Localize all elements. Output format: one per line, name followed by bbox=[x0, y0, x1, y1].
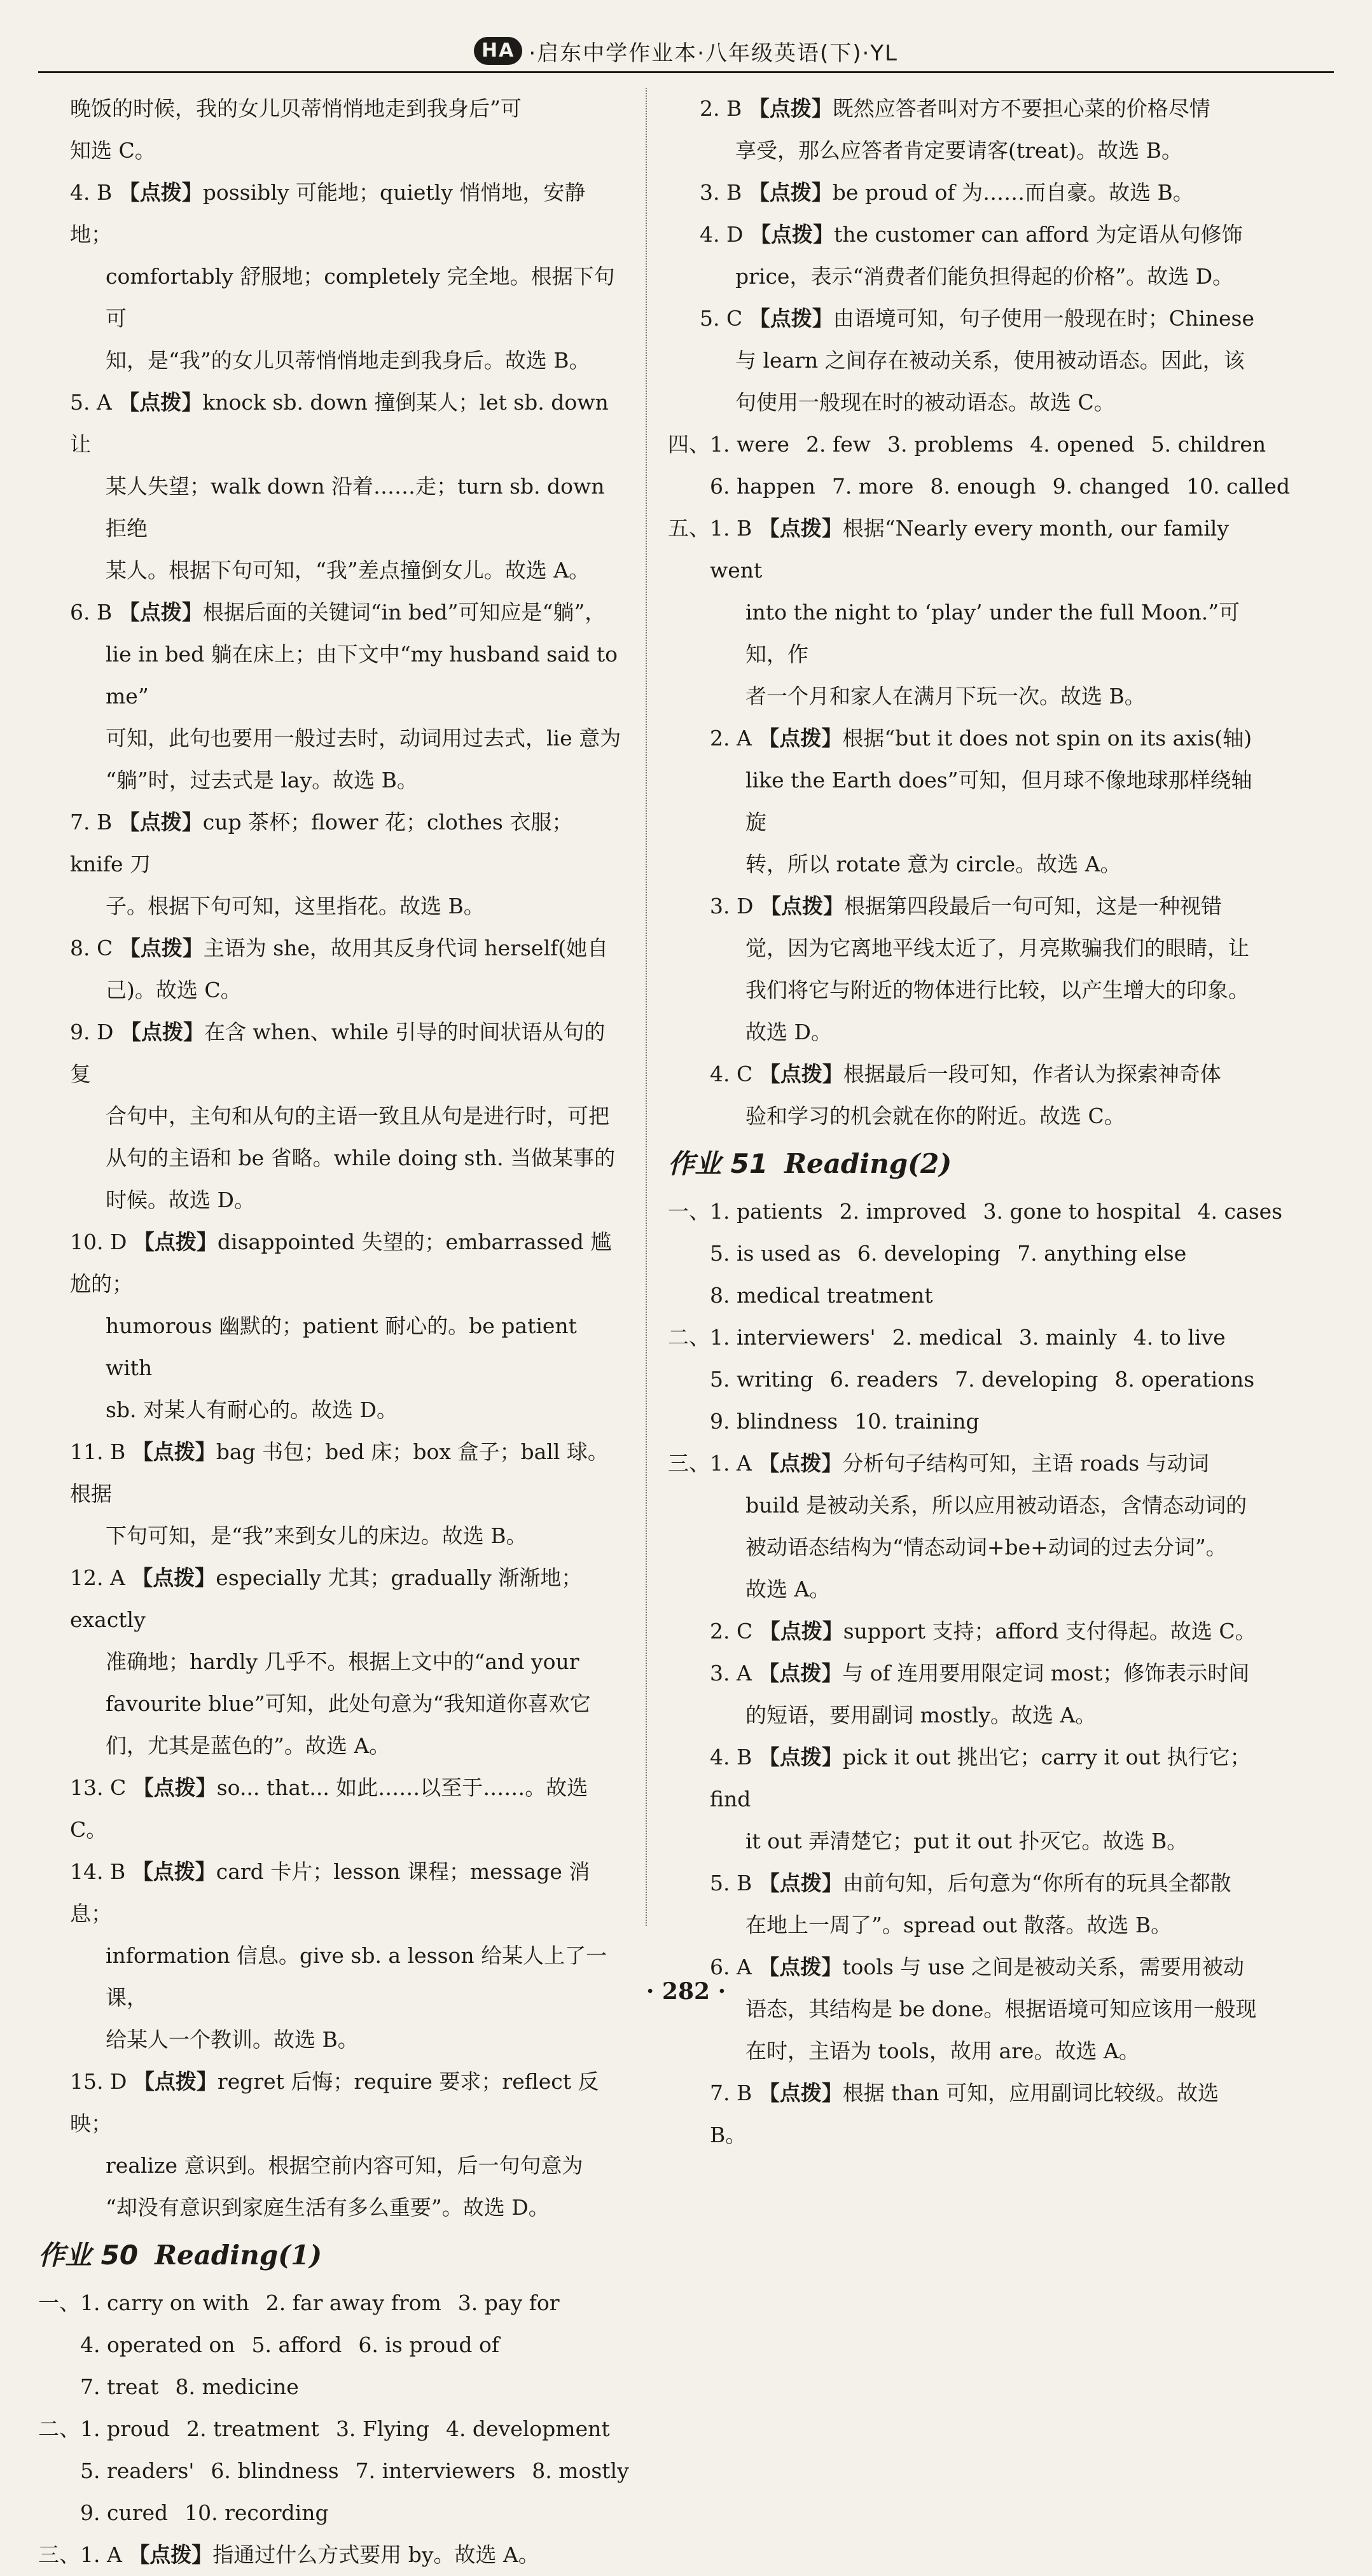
fill-answer: 3. problems bbox=[887, 432, 1014, 457]
left-column bbox=[38, 88, 629, 2576]
item-text: 时候。故选 D。 bbox=[106, 1188, 255, 1212]
item-number: 14. B bbox=[70, 1859, 132, 1884]
hint-label: 【点拨】 bbox=[132, 1439, 216, 1464]
hint-label: 【点拨】 bbox=[758, 1745, 843, 1769]
hint-label: 【点拨】 bbox=[118, 180, 203, 205]
fill-answer: 6. is proud of bbox=[358, 2332, 500, 2357]
item-text: 故选 A。 bbox=[745, 1577, 831, 1602]
answer-item bbox=[710, 508, 1259, 717]
hint-label: 【点拨】 bbox=[758, 726, 843, 751]
answer-item bbox=[668, 298, 1259, 424]
item-text: 被动语态结构为“情态动词+be+动词的过去分词”。 bbox=[745, 1535, 1227, 1560]
item-text: information 信息。give sb. a lesson 给某人上了一课， bbox=[106, 1943, 607, 2010]
item-text: 根据第四段最后一句可知，这是一种视错 bbox=[843, 894, 1222, 918]
item-text: 们，尤其是蓝色的”。故选 A。 bbox=[106, 1733, 391, 1758]
item-text: into the night to ‘play’ under the full Moon.”可知，作 bbox=[745, 600, 1240, 667]
item-number: 6. A bbox=[710, 1955, 759, 1979]
answer-row bbox=[80, 2450, 646, 2492]
part-two: 二、 1. interviewers' 2. medical 3. mainly 4. to live 5. writing 6. readers 7. developing 8. operations 9. blindness 10. training bbox=[668, 1317, 1259, 1443]
item-number: 3. A bbox=[710, 1661, 759, 1686]
section-number: 作业 51 bbox=[668, 1148, 768, 1179]
item-number: 13. C bbox=[70, 1775, 133, 1800]
answer-item bbox=[38, 1431, 623, 1557]
book-title: ·启东中学作业本·八年级英语(下)·YL bbox=[529, 40, 898, 66]
part-one: 一、 1. patients 2. improved 3. gone to hospital 4. cases 5. is used as 6. developing 7. anything else 8. medical treatment bbox=[668, 1191, 1259, 1317]
item-number: 4. B bbox=[710, 1745, 759, 1769]
item-number: 9. D bbox=[70, 1020, 120, 1044]
answer-item bbox=[710, 1862, 1259, 1946]
hint-label: 【点拨】 bbox=[118, 810, 203, 834]
fill-answer: 7. interviewers bbox=[355, 2458, 516, 2483]
item-text: 享受，那么应答者肯定要请客(treat)。故选 B。 bbox=[735, 138, 1182, 163]
hint-label: 【点拨】 bbox=[758, 516, 843, 541]
item-text: 分析句子结构可知，主语 roads 与动词 bbox=[842, 1451, 1209, 1476]
column-divider bbox=[646, 88, 647, 1926]
answer-row bbox=[710, 1359, 1271, 1401]
item-number: 7. B bbox=[70, 810, 119, 834]
item-text: 转，所以 rotate 意为 circle。故选 A。 bbox=[745, 852, 1121, 876]
section-heading-51 bbox=[668, 1140, 1259, 1188]
item-number: 11. B bbox=[70, 1439, 132, 1464]
item-text: lie in bed 躺在床上；由下文中“my husband said to me” bbox=[106, 642, 618, 709]
item-text: disappointed 失望的；embarrassed 尴尬的； bbox=[70, 1229, 612, 1296]
answer-item bbox=[710, 1946, 1259, 2072]
fill-answer: 3. gone to hospital bbox=[983, 1199, 1181, 1224]
hint-label: 【点拨】 bbox=[119, 936, 204, 960]
fill-answer: 1. carry on with bbox=[80, 2290, 249, 2315]
item-text: so... that... 如此……以至于……。故选 C。 bbox=[70, 1775, 588, 1842]
item-number: 6. B bbox=[70, 600, 119, 625]
item-number: 2. A bbox=[710, 726, 759, 751]
answer-item bbox=[38, 801, 623, 927]
item-text: 与 of 连用要用限定词 most；修饰表示时间 bbox=[842, 1661, 1250, 1686]
fill-answer: 5. writing bbox=[710, 1367, 814, 1392]
page-number: · 282 · bbox=[646, 1978, 726, 2005]
item-text: 合句中，主句和从句的主语一致且从句是进行时，可把 bbox=[106, 1104, 609, 1128]
fill-answer: 8. medicine bbox=[175, 2374, 299, 2399]
item-text: 己)。故选 C。 bbox=[106, 978, 242, 1002]
fill-answer: 10. training bbox=[854, 1409, 980, 1434]
hint-label: 【点拨】 bbox=[759, 894, 844, 918]
fill-answer: 2. far away from bbox=[265, 2290, 441, 2315]
answer-item bbox=[38, 592, 623, 801]
answer-row bbox=[80, 2492, 646, 2534]
answer-item bbox=[38, 927, 623, 1011]
fill-answer: 7. more bbox=[831, 474, 914, 499]
answer-row bbox=[710, 1275, 1299, 1317]
item-text: it out 弄清楚它；put it out 扑灭它。故选 B。 bbox=[745, 1829, 1188, 1853]
item-text: bag 书包；bed 床；box 盒子；ball 球。根据 bbox=[70, 1439, 609, 1506]
item-text: 故选 D。 bbox=[745, 1020, 832, 1044]
item-text: like the Earth does”可知，但月球不像地球那样绕轴旋 bbox=[745, 768, 1252, 834]
hint-label: 【点拨】 bbox=[118, 390, 203, 415]
item-text: 可知，此句也要用一般过去时，动词用过去式，lie 意为 bbox=[106, 726, 621, 751]
item-text: card 卡片；lesson 课程；message 消息； bbox=[70, 1859, 590, 1926]
item-text: 主语为 she，故用其反身代词 herself(她自 bbox=[203, 936, 609, 960]
item-number: 12. A bbox=[70, 1565, 132, 1590]
fill-answer: 2. improved bbox=[839, 1199, 967, 1224]
item-number: 5. A bbox=[70, 390, 119, 415]
item-number: 7. B bbox=[710, 2081, 759, 2105]
fill-answer: 1. were bbox=[710, 432, 790, 457]
item-text: favourite blue”可知，此处句意为“我知道你喜欢它 bbox=[106, 1691, 591, 1716]
item-text: “躺”时，过去式是 lay。故选 B。 bbox=[106, 768, 418, 793]
hint-label: 【点拨】 bbox=[133, 1229, 218, 1254]
item-text: 根据后面的关键词“in bed”可知应是“躺”， bbox=[202, 600, 606, 625]
item-text: the customer can afford 为定语从句修饰 bbox=[833, 222, 1243, 247]
fill-answer: 6. blindness bbox=[211, 2458, 339, 2483]
fill-answer: 3. mainly bbox=[1018, 1325, 1117, 1350]
answer-item bbox=[38, 1557, 623, 1767]
item-text: support 支持；afford 支付得起。故选 C。 bbox=[843, 1619, 1256, 1644]
item-text: 根据最后一段可知，作者认为探索神奇体 bbox=[843, 1062, 1221, 1086]
fill-answer: 5. afford bbox=[251, 2332, 342, 2357]
item-text: cup 茶杯；flower 花；clothes 衣服；knife 刀 bbox=[70, 810, 573, 876]
continued-text: 晚饭的时候，我的女儿贝蒂悄悄地走到我身后”可 知选 C。 bbox=[70, 96, 522, 163]
answer-item bbox=[38, 1011, 623, 1221]
fill-answer: 4. operated on bbox=[80, 2332, 235, 2357]
answer-row bbox=[80, 2282, 623, 2324]
fill-answer: 9. cured bbox=[80, 2500, 169, 2525]
hint-label: 【点拨】 bbox=[758, 1661, 843, 1686]
hint-label: 【点拨】 bbox=[759, 1619, 843, 1644]
part-four: 四、 1. were 2. few 3. problems 4. opened 5. children 6. happen 7. more 8. enough 9. changed 10. called bbox=[668, 424, 1259, 508]
answer-list bbox=[668, 88, 1259, 424]
item-number: 2. C bbox=[710, 1619, 759, 1644]
part-three: 三、 1. A 【点拨】指通过什么方式要用 by。故选 A。 bbox=[38, 2542, 539, 2567]
item-number: 1. A bbox=[710, 1451, 759, 1476]
item-number: 3. B bbox=[700, 180, 749, 205]
item-number: 5. C bbox=[700, 306, 749, 331]
answer-item bbox=[38, 1767, 623, 1851]
answer-item bbox=[668, 172, 1259, 214]
item-text: 准确地；hardly 几乎不。根据上文中的“and your bbox=[106, 1649, 579, 1674]
hint-label: 【点拨】 bbox=[132, 1859, 216, 1884]
item-text: “却没有意识到家庭生活有多么重要”。故选 D。 bbox=[106, 2195, 550, 2220]
item-number: 8. C bbox=[70, 936, 120, 960]
hint-label: 【点拨】 bbox=[748, 96, 833, 121]
answer-item bbox=[38, 1221, 623, 1431]
section-heading-50 bbox=[38, 2231, 623, 2280]
fill-answer: 1. interviewers' bbox=[710, 1325, 876, 1350]
item-number: 4. C bbox=[710, 1062, 759, 1086]
part-two: 二、 1. proud 2. treatment 3. Flying 4. development 5. readers' 6. blindness 7. interviewers 8. mostly 9. cured 10. recording bbox=[38, 2408, 623, 2534]
hint-label: 【点拨】 bbox=[748, 180, 833, 205]
item-text: 根据 than 可知，应用副词比较级。故选 B。 bbox=[710, 2081, 1219, 2147]
item-number: 4. D bbox=[700, 222, 750, 247]
answer-item bbox=[710, 1053, 1259, 1137]
item-text: tools 与 use 之间是被动关系，需要用被动 bbox=[842, 1955, 1244, 1979]
item-text: possibly 可能地；quietly 悄悄地，安静地； bbox=[70, 180, 586, 247]
fill-answer: 7. treat bbox=[80, 2374, 159, 2399]
answer-item bbox=[710, 1443, 1259, 1610]
fill-answer: 9. changed bbox=[1052, 474, 1170, 499]
item-text: sb. 对某人有耐心的。故选 D。 bbox=[106, 1397, 398, 1422]
item-text: 某人。根据下句可知，“我”差点撞倒女儿。故选 A。 bbox=[106, 558, 590, 583]
item-text: 的短语，要用副词 mostly。故选 A。 bbox=[745, 1703, 1097, 1728]
fill-answer: 10. called bbox=[1186, 474, 1290, 499]
fill-answer: 1. patients bbox=[710, 1199, 823, 1224]
item-text: 者一个月和家人在满月下玩一次。故选 B。 bbox=[745, 684, 1146, 709]
item-text: 验和学习的机会就在你的附近。故选 C。 bbox=[745, 1104, 1125, 1128]
fill-answer: 6. developing bbox=[857, 1241, 1001, 1266]
hint-label: 【点拨】 bbox=[758, 1451, 843, 1476]
answer-row bbox=[710, 1191, 1299, 1233]
hint-label: 【点拨】 bbox=[759, 1062, 843, 1086]
fill-answer: 1. proud bbox=[80, 2416, 170, 2441]
fill-answer: 2. medical bbox=[892, 1325, 1002, 1350]
hint-label: 【点拨】 bbox=[749, 222, 834, 247]
answer-row bbox=[710, 466, 1306, 508]
hint-label: 【点拨】 bbox=[758, 1955, 843, 1979]
item-text: comfortably 舒服地；completely 完全地。根据下句可 bbox=[106, 264, 615, 331]
item-text: 在时，主语为 tools，故用 are。故选 A。 bbox=[745, 2039, 1140, 2063]
item-number: 15. D bbox=[70, 2069, 134, 2094]
right-column bbox=[668, 88, 1290, 2156]
item-text: 某人失望；walk down 沿着……走；turn sb. down 拒绝 bbox=[106, 474, 605, 541]
answer-item bbox=[710, 717, 1259, 885]
item-text: 子。根据下句可知，这里指花。故选 B。 bbox=[106, 894, 485, 918]
answer-item bbox=[710, 1736, 1259, 1862]
item-text: 给某人一个教训。故选 B。 bbox=[106, 2027, 359, 2052]
answer-row bbox=[80, 2366, 623, 2408]
item-number: 4. B bbox=[70, 180, 119, 205]
item-text: be proud of 为……而自豪。故选 B。 bbox=[832, 180, 1194, 205]
fill-answer: 5. readers' bbox=[80, 2458, 195, 2483]
part-three: 三、 1. A 【点拨】分析句子结构可知，主语 roads 与动词 build 是被动关系，所以应用被动语态，含情态动词的 被动语态结构为“情态动词+be+动词的过去分词”。 故选 A。 2. C 【点拨】support 支持；afford 支付得起。故选 C。 3. A 【点拨】与 of 连用要用限定词 most；修饰表示时间 的短语，要用副词 mostly。故选 A。 4. B 【点拨】pick it out 挑出它；carry it out 执行它；find it out 弄清楚它；put it out 扑灭它。故选 B。 5. B 【点拨】由前句知，后句意为“你所有的玩具全都散 在地上一周了”。spread out 散落。故选 B。 6. A 【点拨】tools 与 use 之间是被动关系，需要用被动 语态，其结构是 be done。根据语境可知应该用一般现 在时，主语为 tools，故用 are。故选 A。 7. B 【点拨】根据 than 可知，应用副词比较级。故选 B。 bbox=[668, 1443, 1259, 2156]
item-text: especially 尤其；gradually 渐渐地；exactly bbox=[70, 1565, 583, 1632]
fill-answer: 8. operations bbox=[1114, 1367, 1255, 1392]
part-five: 五、 1. B 【点拨】根据“Nearly every month, our family went into the night to ‘play’ under the full Moon.”可知，作 者一个月和家人在满月下玩一次。故选 B。 2. A 【点拨】根据“but it does not spin on its axis(轴) like the Earth does”可知，但月球不像地球那样绕轴旋 转，所以 rotate 意为 circle。故选 A。 3. D 【点拨】根据第四段最后一句可知，这是一种视错 觉，因为它离地平线太近了，月亮欺骗我们的眼睛，让 我们将它与附近的物体进行比较，以产生增大的印象。 故选 D。 4. C 【点拨】根据最后一段可知，作者认为探索神奇体 验和学习的机会就在你的附近。故选 C。 bbox=[668, 508, 1259, 1137]
hint-label: 【点拨】 bbox=[133, 2069, 218, 2094]
fill-answer: 4. to live bbox=[1133, 1325, 1226, 1350]
item-text: realize 意识到。根据空前内容可知，后一句句意为 bbox=[106, 2153, 583, 2178]
fill-answer: 9. blindness bbox=[710, 1409, 838, 1434]
fill-answer: 2. few bbox=[806, 432, 871, 457]
answer-item bbox=[668, 214, 1259, 298]
hint-label: 【点拨】 bbox=[132, 1565, 216, 1590]
answer-row bbox=[710, 1317, 1271, 1359]
fill-answer: 3. Flying bbox=[335, 2416, 429, 2441]
item-text: price，表示“消费者们能负担得起的价格”。故选 D。 bbox=[735, 264, 1234, 289]
answer-item bbox=[710, 885, 1259, 1053]
item-text: knock sb. down 撞倒某人；let sb. down 让 bbox=[70, 390, 609, 457]
answer-list bbox=[38, 172, 623, 2229]
item-text: 根据“but it does not spin on its axis(轴) bbox=[842, 726, 1252, 751]
item-number: 5. B bbox=[710, 1871, 759, 1895]
fill-answer: 2. treatment bbox=[186, 2416, 319, 2441]
item-text: 知，是“我”的女儿贝蒂悄悄地走到我身后。故选 B。 bbox=[106, 348, 590, 373]
fill-answer: 5. children bbox=[1151, 432, 1266, 457]
fill-answer: 8. medical treatment bbox=[710, 1283, 933, 1308]
item-text: 既然应答者叫对方不要担心菜的价格尽情 bbox=[832, 96, 1210, 121]
hint-label: 【点拨】 bbox=[758, 2081, 843, 2105]
part-one: 一、 1. carry on with 2. far away from 3. pay for 4. operated on 5. afford 6. is proud of 7. treat 8. medicine bbox=[38, 2282, 623, 2408]
answer-item bbox=[710, 1610, 1259, 1652]
section-number: 作业 50 bbox=[38, 2240, 139, 2271]
section-title: Reading(2) bbox=[784, 1148, 952, 1179]
hint-label: 【点拨】 bbox=[758, 1871, 843, 1895]
item-text: humorous 幽默的；patient 耐心的。be patient with bbox=[106, 1313, 577, 1380]
publisher-logo: HA bbox=[474, 37, 522, 65]
item-text: 根据“Nearly every month, our family went bbox=[710, 516, 1229, 583]
fill-answer: 5. is used as bbox=[710, 1241, 841, 1266]
item-text: 从句的主语和 be 省略。while doing sth. 当做某事的 bbox=[106, 1146, 616, 1170]
fill-answer: 4. cases bbox=[1197, 1199, 1283, 1224]
answer-item bbox=[668, 88, 1259, 172]
fill-answer: 8. mostly bbox=[532, 2458, 629, 2483]
item-text: 由前句知，后句意为“你所有的玩具全都散 bbox=[842, 1871, 1231, 1895]
item-text: build 是被动关系，所以应用被动语态，含情态动词的 bbox=[745, 1493, 1247, 1518]
answer-row bbox=[710, 1233, 1299, 1275]
item-number: 1. B bbox=[710, 516, 759, 541]
hint-label: 【点拨】 bbox=[132, 1775, 217, 1800]
fill-answer: 4. development bbox=[445, 2416, 610, 2441]
item-text: 我们将它与附近的物体进行比较，以产生增大的印象。 bbox=[745, 978, 1249, 1002]
item-number: 2. B bbox=[700, 96, 749, 121]
answer-row bbox=[710, 1401, 1271, 1443]
fill-answer: 10. recording bbox=[184, 2500, 329, 2525]
item-number: 10. D bbox=[70, 1229, 134, 1254]
page-header bbox=[38, 31, 1334, 73]
answer-row bbox=[80, 2408, 646, 2450]
answer-item bbox=[38, 172, 623, 382]
answer-item bbox=[38, 382, 623, 592]
item-text: pick it out 挑出它；carry it out 执行它；find bbox=[710, 1745, 1251, 1811]
hint-label: 【点拨】 bbox=[749, 306, 833, 331]
fill-answer: 3. pay for bbox=[457, 2290, 560, 2315]
fill-answer: 6. happen bbox=[710, 474, 815, 499]
fill-answer: 7. anything else bbox=[1017, 1241, 1187, 1266]
item-text: 下句可知，是“我”来到女儿的床边。故选 B。 bbox=[106, 1523, 527, 1548]
item-number: 3. D bbox=[710, 894, 760, 918]
answer-item bbox=[710, 1652, 1259, 1736]
fill-answer: 6. readers bbox=[829, 1367, 939, 1392]
item-text: 语态，其结构是 be done。根据语境可知应该用一般现 bbox=[745, 1997, 1257, 2021]
item-text: 句使用一般现在时的被动语态。故选 C。 bbox=[735, 390, 1115, 415]
item-text: 与 learn 之间存在被动关系，使用被动语态。因此，该 bbox=[735, 348, 1245, 373]
hint-label: 【点拨】 bbox=[118, 600, 203, 625]
answer-item bbox=[38, 1851, 623, 2061]
fill-answer: 7. developing bbox=[955, 1367, 1098, 1392]
section-title: Reading(1) bbox=[155, 2240, 322, 2271]
answer-row bbox=[80, 2324, 623, 2366]
item-text: 在含 when、while 引导的时间状语从句的复 bbox=[70, 1020, 606, 1086]
fill-answer: 8. enough bbox=[930, 474, 1036, 499]
item-text: 由语境可知，句子使用一般现在时；Chinese bbox=[833, 306, 1255, 331]
answer-item bbox=[38, 2061, 623, 2229]
hint-label: 【点拨】 bbox=[120, 1020, 204, 1044]
item-text: 觉，因为它离地平线太近了，月亮欺骗我们的眼睛，让 bbox=[745, 936, 1249, 960]
answer-row bbox=[710, 424, 1306, 466]
item-text: 在地上一周了”。spread out 散落。故选 B。 bbox=[745, 1913, 1172, 1937]
item-text: regret 后悔；require 要求；reflect 反映； bbox=[70, 2069, 599, 2136]
fill-answer: 4. opened bbox=[1030, 432, 1135, 457]
answer-item bbox=[710, 2072, 1259, 2156]
